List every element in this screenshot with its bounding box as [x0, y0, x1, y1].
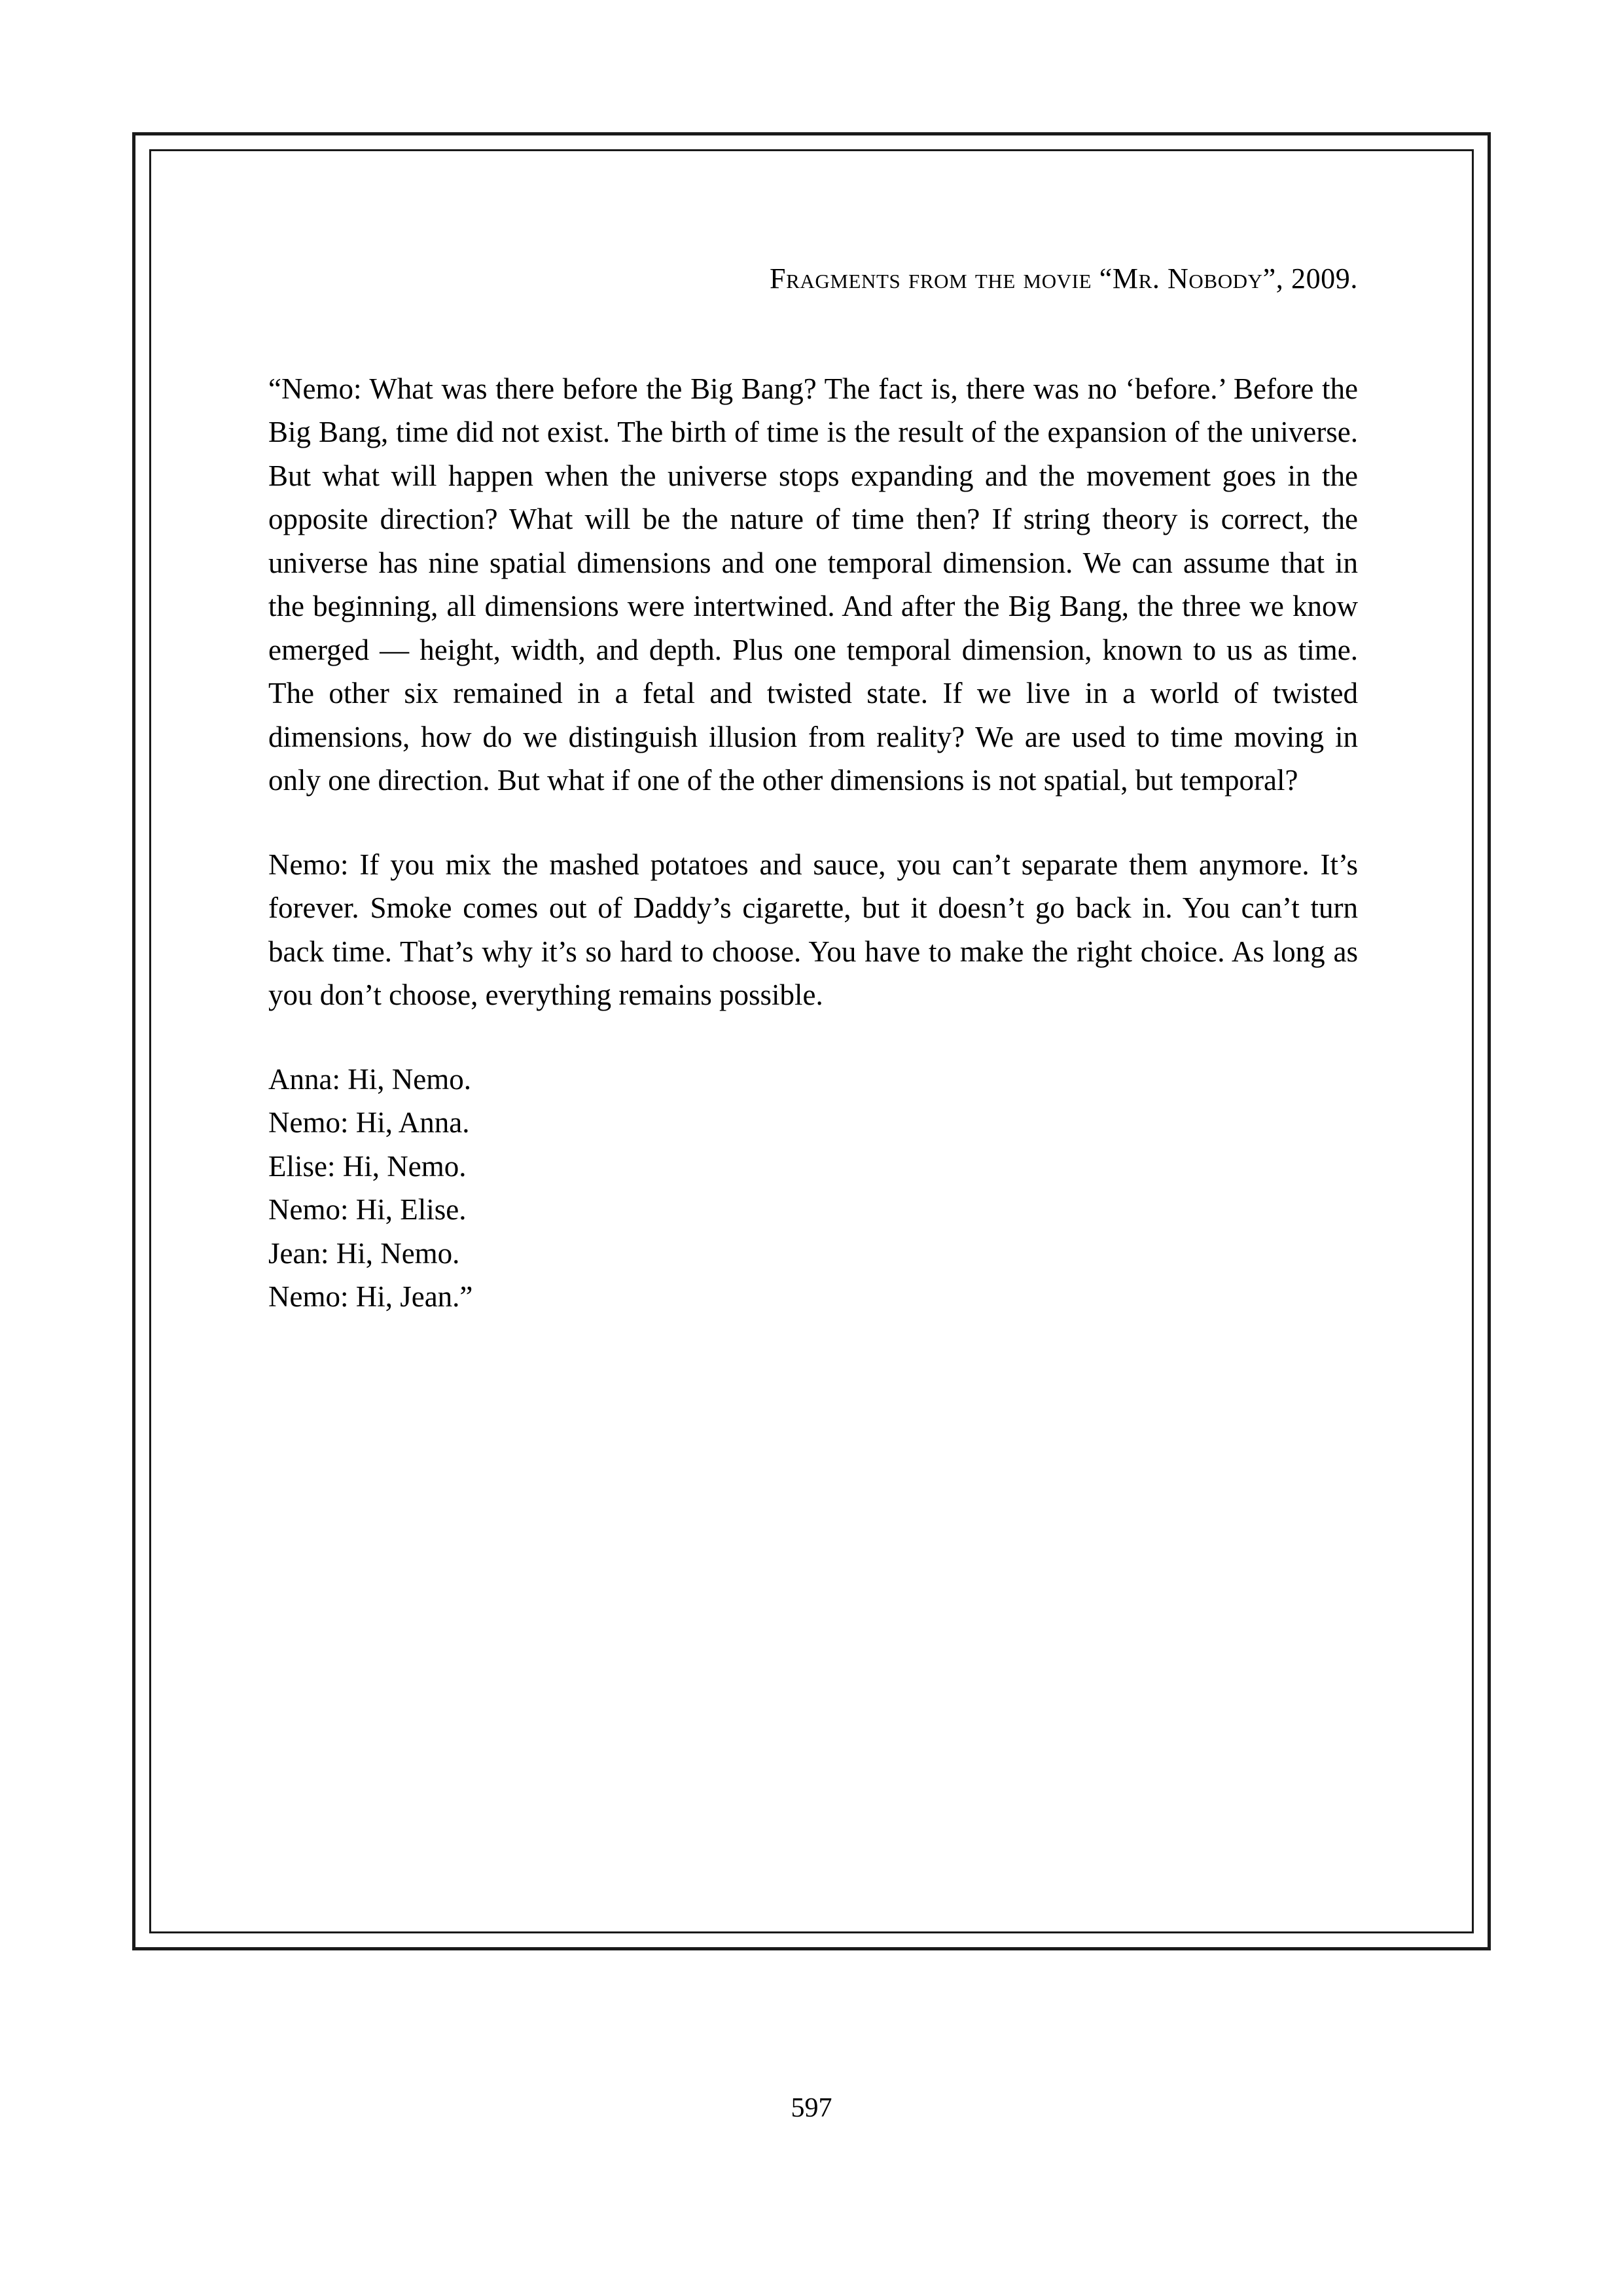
dialogue-block [268, 1058, 1358, 1319]
dialogue-line: Nemo: Hi, Anna. [268, 1106, 470, 1139]
dialogue-line: Nemo: Hi, Elise. [268, 1193, 467, 1227]
dialogue-line: Jean: Hi, Nemo. [268, 1236, 460, 1270]
page-content [268, 262, 1358, 1319]
dialogue-line: Elise: Hi, Nemo. [268, 1149, 467, 1183]
body-paragraph: “Nemo: What was there before the Big Bang? The fact is, there was no ‘before.’ Before the Big Bang, time did not exist. The birth of time is the result of the expansion of the universe. But what will happen when the universe stops expanding and the movement goes in the opposite direction? What will be the nature of time then? If string theory is correct, the universe has nine spatial dimensions and one temporal dimension. We can assume that in the beginning, all dimensions were intertwined. And after the Big Bang, the three we know emerged — height, width, and depth. Plus one temporal dimension, known to us as time. The other six remained in a fetal and twisted state. If we live in a world of twisted dimensions, how do we distinguish illusion from reality? We are used to time moving in only one direction. But what if one of the other dimensions is not spatial, but temporal? [268, 372, 1358, 797]
dialogue-line: Nemo: Hi, Jean.” [268, 1280, 473, 1314]
running-header: Fragments from the movie “Mr. Nobody”, 2009. [770, 262, 1358, 295]
page-number: 597 [791, 2093, 832, 2123]
body-paragraph: Nemo: If you mix the mashed potatoes and sauce, you can’t separate them anymore. It’s forever. Smoke comes out of Daddy’s cigarette, but it doesn’t go back in. You can’t turn back time. That’s why it’s so hard to choose. You have to make the right choice. As long as you don’t choose, everything remains possible. [268, 848, 1358, 1012]
dialogue-line: Anna: Hi, Nemo. [268, 1062, 471, 1096]
